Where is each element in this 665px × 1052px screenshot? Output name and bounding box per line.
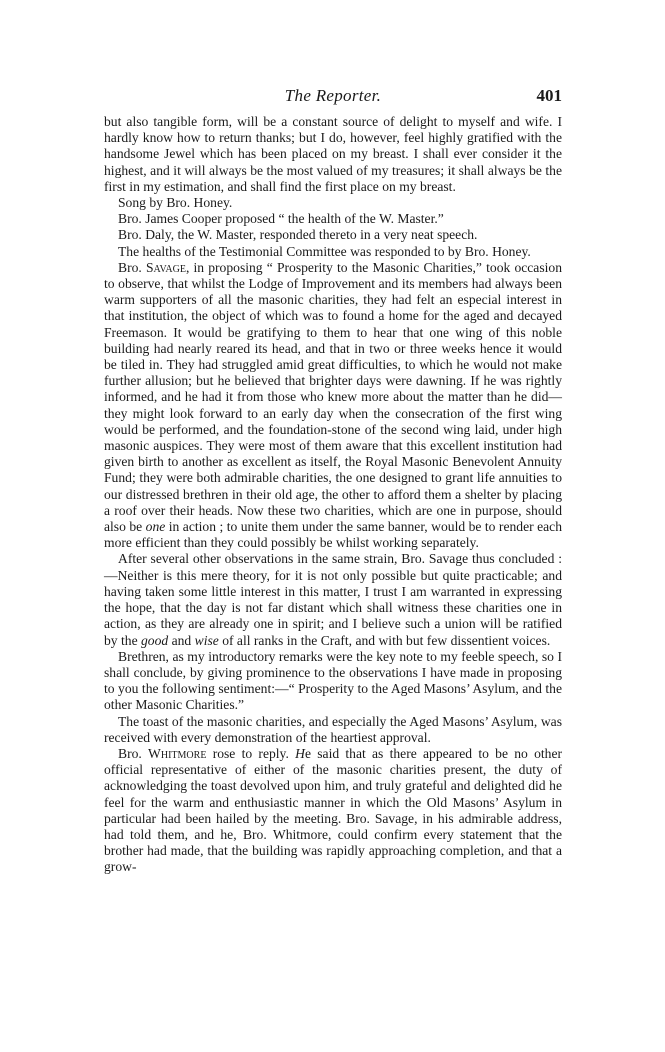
paragraph (104, 114, 562, 195)
emphasis-italic: good (141, 632, 169, 648)
emphasis-italic: one (145, 519, 166, 535)
text-run: Bro. (118, 745, 149, 761)
paragraph (104, 260, 562, 552)
text-run: rose to reply. (206, 745, 296, 761)
text-run: e said that as there appeared to be no other official representative of either of the masonic charities present, the duty of acknowledging the toast devolved upon him, and truly grateful and delighted did he feel for the warm and enthusiastic manner in which the Old Masons’ Asylum in particular had been hailed by the meeting. Bro. Savage, in his admirable address, had told them, and he, Bro. Whitmore, could confirm every statement that the brother had made, that the building was rapidly approaching completion, and that a grow- (104, 745, 563, 875)
emphasis-italic: H (295, 745, 305, 761)
paragraph (104, 649, 562, 714)
text-run: Song by Bro. Honey. (118, 195, 233, 211)
text-run: Brethren, as my introductory remarks were the key note to my feeble speech, so I shall conclude, by giving prominence to the observations I have made in proposing to you the following sentiment:—“ Prosperity to the Aged Masons’ Asylum, and the other Masonic Charities.” (104, 648, 562, 713)
running-title: The Reporter. (284, 86, 382, 105)
paragraph (104, 227, 562, 243)
text-run: Bro. (118, 259, 146, 275)
emphasis-italic: wise (194, 632, 219, 648)
paragraph (104, 746, 562, 876)
paragraph (104, 244, 562, 260)
paragraph (104, 551, 562, 648)
text-run: The healths of the Testimonial Committee was responded to by Bro. Honey. (118, 243, 531, 259)
paragraph (104, 195, 562, 211)
text-run: , in proposing “ Prosperity to the Masonic Charities,” took occasion to observe, that whilst the Lodge of Improvement and its members had always been warm supporters of all the masonic charities, they had felt an especial interest in that institution, the object of which was to found a home for the aged and decayed Freemason. It would be gratifying to them to hear that one wing of this noble building had nearly reared its head, and that in two or three weeks hence it would be tiled in. They had struggled amid great difficulties, to which he would not make further allusion; but he believed that brighter days were dawning. If he was rightly informed, and he had it from those who knew more about the matter than he did—they might look forward to an early day when the consecration of the first wing would be performed, and the foundation-stone of the second wing laid, under high masonic auspices. They were most of them aware that this excellent institution had given birth to another as excellent as itself, the Royal Masonic Benevolent Annuity Fund; they were both admirable charities, the one designed to grant life annuities to our distressed brethren in their old age, the other to afford them a shelter by placing a roof over their heads. Now these two charities, which are one in purpose, should also be (104, 259, 563, 535)
name-small-caps: Whitmore (148, 745, 207, 761)
paragraph (104, 714, 562, 746)
page-number: 401 (536, 86, 562, 105)
text-run: in action ; to unite them under the same banner, would be to render each more efficient than they could possibly be whilst working separately. (104, 519, 562, 551)
text-run: The toast of the masonic charities, and especially the Aged Masons’ Asylum, was received with every demonstration of the heartiest approval. (104, 713, 562, 745)
name-small-caps: Savage (145, 259, 186, 275)
text-run: Bro. Daly, the W. Master, responded thereto in a very neat speech. (118, 227, 478, 243)
body-text (104, 114, 562, 876)
page-header (104, 86, 562, 114)
text-run: After several other observations in the same strain, Bro. Savage thus concluded :—Neither is this mere theory, for it is not only possible but quite practicable; and having taken some little interest in this matter, I trust I am warranted in expressing the hope, that the day is not far distant which shall witness these charities one in action, as they are already one in spirit; and I believe such a union will be ratified by the (104, 551, 562, 648)
paragraph (104, 211, 562, 227)
text-run: but also tangible form, will be a constant source of delight to myself and wife. I hardly know how to return thanks; but I do, however, feel highly gratified with the handsome Jewel which has been placed on my breast. I shall ever consider it the highest, and it will always be the most valued of my treasures; it shall always be the first in my estimation, and shall find the first place on my breast. (104, 114, 562, 194)
text-run: of all ranks in the Craft, and with but few dissentient voices. (218, 632, 551, 648)
text-run: Bro. James Cooper proposed “ the health of the W. Master.” (118, 211, 444, 227)
text-run: and (168, 632, 195, 648)
book-page (104, 86, 562, 876)
